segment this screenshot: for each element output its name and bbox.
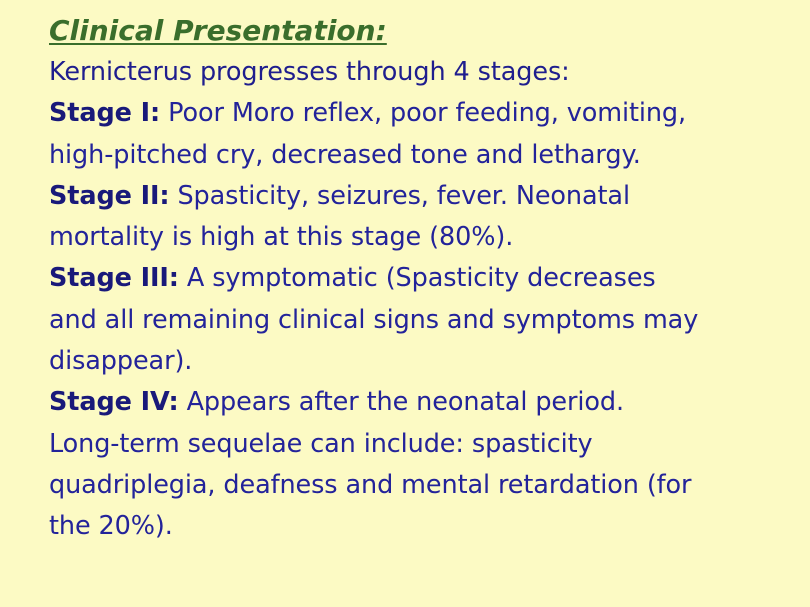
- stage-4-line-4: the 20%).: [49, 511, 173, 542]
- stage-4-line-2: Long-term sequelae can include: spasticity: [49, 428, 593, 459]
- stage-3-label: Stage III:: [49, 263, 179, 294]
- slide-body: [49, 52, 780, 548]
- stage-2-line-2: mortality is high at this stage (80%).: [49, 222, 514, 253]
- stage-2-text: Spasticity, seizures, fever. Neonatal: [169, 180, 630, 211]
- stage-3-line-2: and all remaining clinical signs and symptoms may: [49, 304, 699, 335]
- stage-3-line-1: [49, 258, 780, 299]
- intro-line: Kernicterus progresses through 4 stages:: [49, 57, 570, 87]
- stage-4-label: Stage IV:: [49, 387, 179, 418]
- stage-2-line-1: [49, 176, 780, 217]
- slide-heading: Clinical Presentation:: [49, 14, 387, 47]
- stage-1-line-1: [49, 93, 780, 134]
- stage-3-line-3: disappear).: [49, 346, 193, 377]
- stage-3-text: A symptomatic (Spasticity decreases: [178, 263, 656, 294]
- stage-1-label: Stage I:: [49, 98, 161, 129]
- stage-1-text: Poor Moro reflex, poor feeding, vomiting,: [160, 98, 687, 129]
- stage-4-line-1: [49, 382, 780, 423]
- stage-1-line-2: high-pitched cry, decreased tone and lethargy.: [49, 139, 641, 170]
- stage-4-text: Appears after the neonatal period.: [178, 387, 624, 418]
- stage-4-line-3: quadriplegia, deafness and mental retardation (for: [49, 469, 692, 500]
- stage-2-label: Stage II:: [49, 180, 170, 211]
